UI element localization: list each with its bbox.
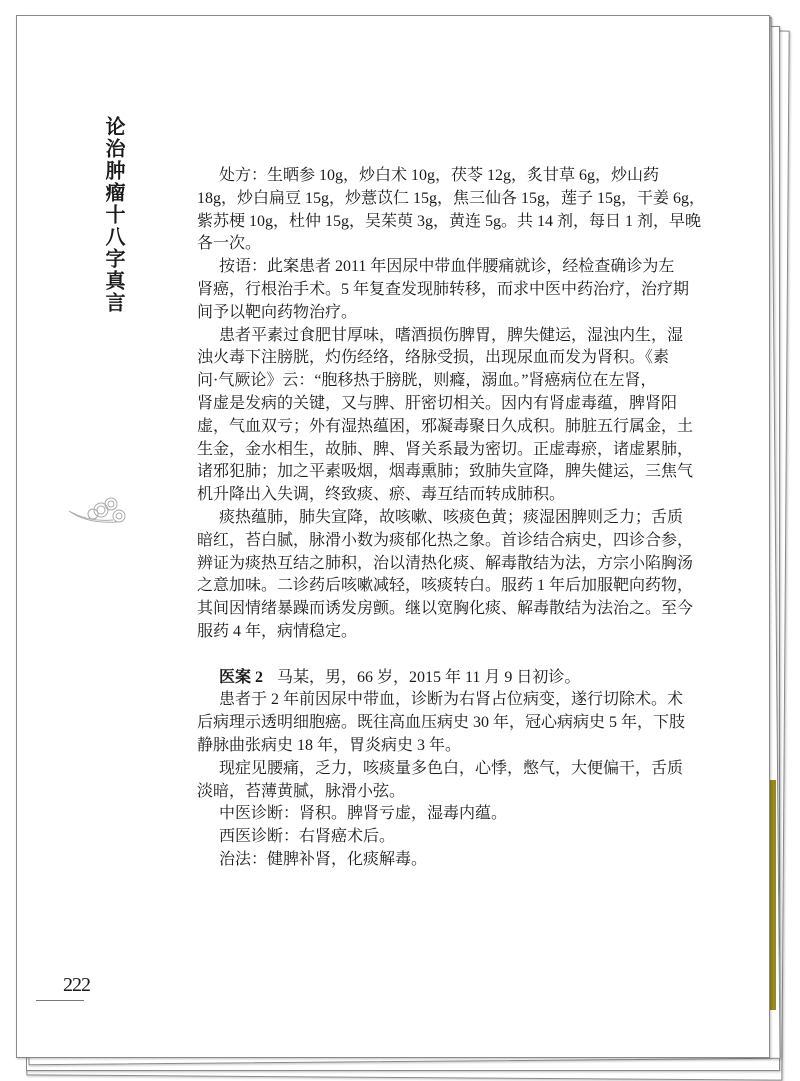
paragraph-line: 患者平素过食肥甘厚味，嗜酒损伤脾胃，脾失健运，湿浊内生，湿 <box>219 326 684 344</box>
case-paragraph-line: 淡暗，苔薄黄腻，脉滑小弦。 <box>197 782 406 800</box>
spacer <box>197 644 651 667</box>
paragraph-line: 紫苏梗 10g，杜仲 15g，吴茱萸 3g，黄连 5g。共 14 剂，每日 1 剂，早晚 <box>197 212 702 230</box>
case-paragraph-line: 现症见腰痛，乏力，咳痰量多色白，心悸，憋气，大便偏干，舌质 <box>219 759 684 777</box>
running-title: 论治肿瘤十八字真言 <box>102 116 126 314</box>
paragraph-line: 痰热蕴肺，肺失宣降，故咳嗽、咳痰色黄；痰湿困脾则乏力；舌质 <box>219 508 684 526</box>
paragraph-line: 诸邪犯肺；加之平素吸烟，烟毒熏肺；致肺失宣降，脾失健运，三焦气 <box>197 463 694 481</box>
case-paragraph-line: 患者于 2 年前因尿中带血，诊断为右肾占位病变，遂行切除术。术 <box>219 691 684 709</box>
paragraph-line: 18g，炒白扁豆 15g，炒薏苡仁 15g，焦三仙各 15g，莲子 15g，干姜 6g， <box>197 189 706 207</box>
case-paragraph-line: 治法：健脾补肾，化痰解毒。 <box>219 850 428 868</box>
case-paragraph-line: 后病理示透明细胞癌。既往高血压病史 30 年，冠心病病史 5 年，下肢 <box>197 714 686 732</box>
book-edge-decoration <box>770 780 776 1010</box>
cloud-ornament-icon <box>67 496 129 530</box>
paragraph-line: 生金，金水相生，故肺、脾、肾关系最为密切。正虚毒瘀，诸虚累肺， <box>197 440 694 458</box>
book-page <box>16 15 770 1058</box>
body-text <box>197 165 706 872</box>
case-paragraph-line: 西医诊断：右肾癌术后。 <box>219 828 396 846</box>
paragraph-line: 之意加味。二诊药后咳嗽减轻，咳痰转白。服药 1 年后加服靶向药物， <box>197 577 694 595</box>
paragraph-line: 肾癌，行根治手术。5 年复查发现肺转移，而求中医中药治疗，治疗期 <box>197 280 690 298</box>
page-number: 222 <box>63 974 90 996</box>
paragraph-line: 问·气厥论》云：“胞移热于膀胱，则癃，溺血。”肾癌病位在左肾， <box>197 372 657 390</box>
case-heading-line <box>197 667 651 690</box>
page-number-rule <box>36 1000 84 1001</box>
paragraph-line: 其间因情绪暴躁而诱发房颤。继以宽胸化痰、解毒散结为法治之。至今 <box>197 600 694 618</box>
paragraph-line: 处方：生晒参 10g，炒白术 10g，茯苓 12g，炙甘草 6g，炒山药 <box>219 167 660 184</box>
paragraph-line: 肾虚是发病的关键，又与脾、肝密切相关。因内有肾虚毒蕴，脾肾阳 <box>197 394 678 412</box>
case-paragraph-line: 静脉曲张病史 18 年，胃炎病史 3 年。 <box>197 736 462 754</box>
paragraph-line: 服药 4 年，病情稳定。 <box>197 622 358 640</box>
paragraph-line: 机升降出入失调，终致痰、瘀、毒互结而转成肺积。 <box>197 486 566 504</box>
paragraph-line: 按语：此案患者 2011 年因尿中带血伴腰痛就诊，经检查确诊为左 <box>219 258 675 276</box>
case-heading: 医案 2 <box>219 668 264 686</box>
paragraph-line: 各一次。 <box>197 235 262 253</box>
paragraph-line: 浊火毒下注膀胱，灼伤经络，络脉受损，出现尿血而发为肾积。《素 <box>197 349 670 367</box>
paragraph-line: 辨证为痰热互结之肺积，治以清热化痰、解毒散结为法，方宗小陷胸汤 <box>197 554 694 572</box>
paragraph-line: 暗红，苔白腻，脉滑小数为痰郁化热之象。首诊结合病史，四诊合参， <box>197 531 694 549</box>
case-intro: 马某，男，66 岁，2015 年 11 月 9 日初诊。 <box>277 668 581 686</box>
paragraph-line: 间予以靶向药物治疗。 <box>197 303 358 321</box>
case-paragraph-line: 中医诊断：肾积。脾肾亏虚，湿毒内蕴。 <box>219 805 508 823</box>
paragraph-line: 虚，气血双亏；外有湿热蕴困，邪凝毒聚日久成积。肺脏五行属金，土 <box>197 417 694 435</box>
